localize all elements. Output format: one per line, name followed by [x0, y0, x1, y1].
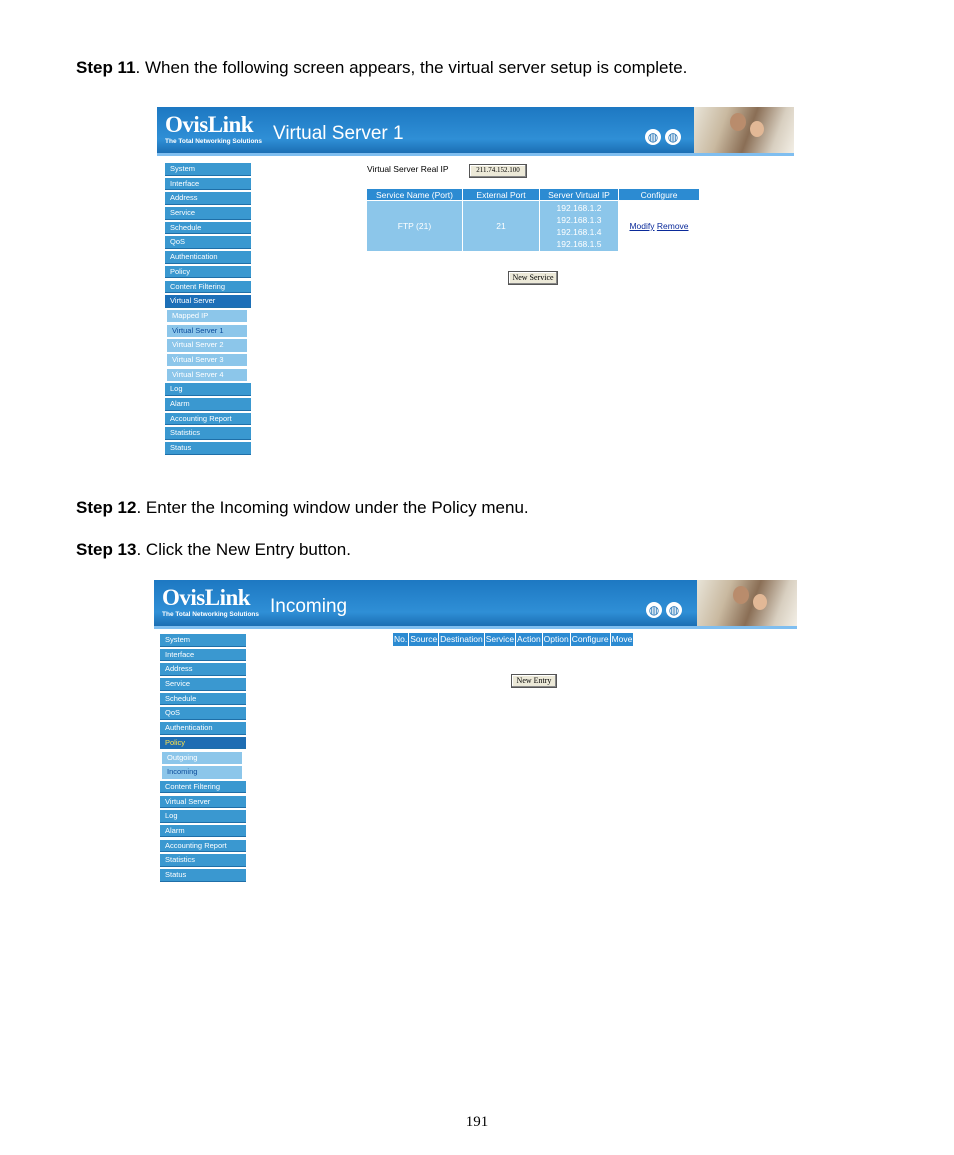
screenshot-virtual-server — [157, 107, 794, 462]
menu-item-interface[interactable]: Interface — [165, 178, 251, 191]
menu-item-qos[interactable]: QoS — [165, 236, 251, 249]
globe-icon: ◍ — [646, 602, 662, 618]
step-label: Step 12 — [76, 498, 137, 517]
menu-item-system[interactable]: System — [165, 163, 251, 176]
menu-item-content-filtering[interactable]: Content Filtering — [160, 781, 246, 794]
column-header: Configure — [619, 189, 699, 200]
logo: OvisLink The Total Networking Solutions — [165, 112, 263, 145]
real-ip-field[interactable]: 211.74.152.100 — [469, 164, 527, 178]
step-text: . Click the New Entry button. — [136, 540, 351, 559]
step-12 — [76, 498, 529, 518]
submenu-item-incoming[interactable]: Incoming — [162, 766, 242, 779]
column-header: Service Name (Port) — [367, 189, 462, 200]
submenu-item-virtual-server-1[interactable]: Virtual Server 1 — [167, 325, 247, 338]
banner-photo — [694, 107, 794, 153]
menu-item-alarm[interactable]: Alarm — [160, 825, 246, 838]
menu-item-schedule[interactable]: Schedule — [165, 222, 251, 235]
menu-item-virtual-server[interactable]: Virtual Server — [165, 295, 251, 308]
column-header: Option — [543, 634, 569, 644]
page-title: Virtual Server 1 — [273, 123, 404, 144]
menu-item-address[interactable]: Address — [160, 663, 246, 676]
menu-item-authentication[interactable]: Authentication — [160, 722, 246, 735]
virtual-ip-cell: 192.168.1.2 192.168.1.3 192.168.1.4 192.168.1.5 — [540, 201, 618, 251]
column-header: No. — [394, 634, 408, 644]
column-header: Service — [485, 634, 515, 644]
menu-item-qos[interactable]: QoS — [160, 707, 246, 720]
menu-item-authentication[interactable]: Authentication — [165, 251, 251, 264]
globe-icon: ◍ — [645, 129, 661, 145]
new-service-button[interactable]: New Service — [508, 271, 558, 285]
step-label: Step 13 — [76, 540, 137, 559]
column-header: Action — [517, 634, 541, 644]
real-ip-label: Virtual Server Real IP — [367, 164, 449, 174]
menu-item-system[interactable]: System — [160, 634, 246, 647]
new-entry-button[interactable]: New Entry — [511, 674, 557, 688]
column-header: External Port — [463, 189, 539, 200]
submenu-item-outgoing[interactable]: Outgoing — [162, 752, 242, 765]
menu-item-virtual-server[interactable]: Virtual Server — [160, 796, 246, 809]
menu-item-status[interactable]: Status — [165, 442, 251, 455]
step-13 — [76, 540, 351, 560]
page-title: Incoming — [270, 596, 348, 617]
column-header: Configure — [571, 634, 609, 644]
menu-item-status[interactable]: Status — [160, 869, 246, 882]
globe-icons — [645, 129, 681, 145]
menu-item-statistics[interactable]: Statistics — [160, 854, 246, 867]
sidebar-menu — [160, 634, 246, 884]
globe-icons — [646, 602, 682, 618]
step-text: . Enter the Incoming window under the Policy menu. — [136, 498, 529, 517]
remove-link[interactable]: Remove — [656, 221, 689, 231]
external-port-cell: 21 — [463, 201, 539, 251]
banner — [154, 580, 797, 626]
page-number: 191 — [465, 1114, 489, 1130]
column-header: Server Virtual IP — [540, 189, 618, 200]
banner-photo — [697, 580, 797, 626]
menu-item-address[interactable]: Address — [165, 192, 251, 205]
menu-item-content-filtering[interactable]: Content Filtering — [165, 281, 251, 294]
menu-item-service[interactable]: Service — [160, 678, 246, 691]
menu-item-service[interactable]: Service — [165, 207, 251, 220]
configure-cell — [619, 201, 699, 251]
submenu-item-virtual-server-2[interactable]: Virtual Server 2 — [167, 339, 247, 352]
menu-item-interface[interactable]: Interface — [160, 649, 246, 662]
menu-item-policy[interactable]: Policy — [165, 266, 251, 279]
step-11 — [76, 58, 687, 78]
modify-link[interactable]: Modify — [629, 221, 655, 231]
globe-icon: ◍ — [666, 602, 682, 618]
column-header: Destination — [440, 634, 483, 644]
incoming-table-header — [393, 633, 633, 646]
sidebar-menu — [165, 163, 251, 457]
menu-item-alarm[interactable]: Alarm — [165, 398, 251, 411]
step-label: Step 11 — [76, 58, 136, 77]
submenu-item-virtual-server-3[interactable]: Virtual Server 3 — [167, 354, 247, 367]
submenu-item-virtual-server-4[interactable]: Virtual Server 4 — [167, 369, 247, 382]
screenshot-incoming — [154, 580, 797, 892]
menu-item-accounting-report[interactable]: Accounting Report — [165, 413, 251, 426]
globe-icon: ◍ — [665, 129, 681, 145]
menu-item-schedule[interactable]: Schedule — [160, 693, 246, 706]
menu-item-statistics[interactable]: Statistics — [165, 427, 251, 440]
step-text: . When the following screen appears, the virtual server setup is complete. — [135, 58, 688, 77]
menu-item-log[interactable]: Log — [165, 383, 251, 396]
submenu-item-mapped-ip[interactable]: Mapped IP — [167, 310, 247, 323]
column-header: Source — [410, 634, 438, 644]
service-name-cell: FTP (21) — [367, 201, 462, 251]
virtual-server-table — [366, 188, 700, 252]
banner — [157, 107, 794, 153]
menu-item-log[interactable]: Log — [160, 810, 246, 823]
logo: OvisLink The Total Networking Solutions — [162, 585, 260, 618]
menu-item-accounting-report[interactable]: Accounting Report — [160, 840, 246, 853]
column-header: Move — [611, 634, 633, 644]
menu-item-policy[interactable]: Policy — [160, 737, 246, 750]
